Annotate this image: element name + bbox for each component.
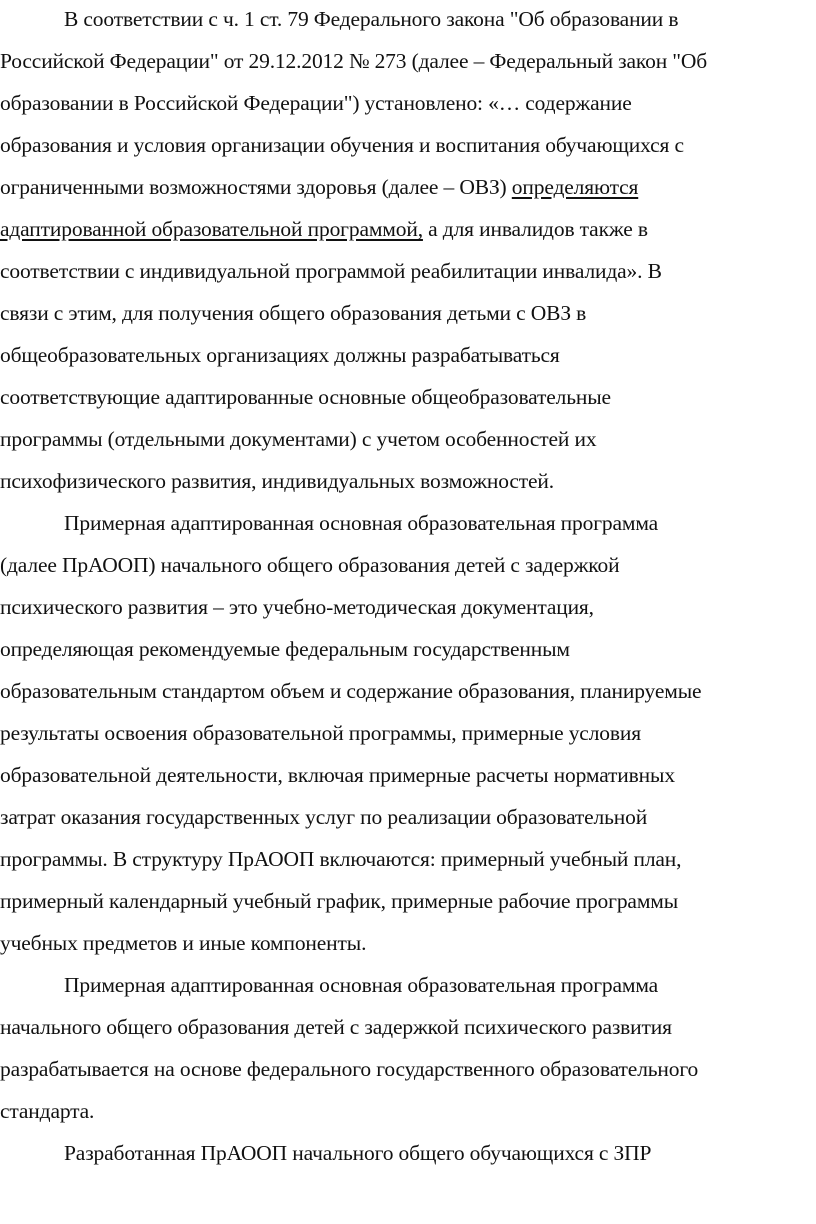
paragraph-3-line-3: разрабатывается на основе федерального государственного образовательного [0, 1057, 699, 1081]
paragraph-4-line-1: Разработанная ПрАООП начального общего обучающихся с ЗПР [64, 1141, 652, 1165]
paragraph-1-line-6-rest: а для инвалидов также в [422, 217, 648, 241]
paragraph-2-line-3: психического развития – это учебно-методическая документация, [0, 595, 594, 619]
paragraph-1-line-4: образования и условия организации обучения и воспитания обучающихся с [0, 133, 684, 157]
paragraph-3-line-2: начального общего образования детей с задержкой психического развития [0, 1015, 672, 1039]
underlined-term-program: адаптированной образовательной программой, [0, 217, 423, 241]
paragraph-2-line-2: (далее ПрАООП) начального общего образования детей с задержкой [0, 553, 620, 577]
paragraph-1-line-6 [0, 215, 648, 243]
paragraph-1-line-7: соответствии с индивидуальной программой реабилитации инвалида». В [0, 259, 662, 283]
paragraph-1-line-2: Российской Федерации" от 29.12.2012 № 273 (далее – Федеральный закон "Об [0, 49, 708, 73]
paragraph-1-line-9: общеобразовательных организациях должны разрабатываться [0, 343, 560, 367]
paragraph-2-line-6: результаты освоения образовательной программы, примерные условия [0, 721, 641, 745]
paragraph-1-line-11: программы (отдельными документами) с учетом особенностей их [0, 427, 597, 451]
paragraph-2-line-5: образовательным стандартом объем и содержание образования, планируемые [0, 679, 702, 703]
paragraph-1-line-5 [0, 173, 638, 201]
paragraph-2-line-10: примерный календарный учебный график, примерные рабочие программы [0, 889, 679, 913]
paragraph-1-line-12: психофизического развития, индивидуальных возможностей. [0, 469, 554, 493]
paragraph-2-line-1: Примерная адаптированная основная образовательная программа [64, 511, 659, 535]
paragraph-3-line-4: стандарта. [0, 1099, 95, 1123]
paragraph-2-line-8: затрат оказания государственных услуг по реализации образовательной [0, 805, 648, 829]
paragraph-1-line-10: соответствующие адаптированные основные общеобразовательные [0, 385, 611, 409]
paragraph-1-line-1: В соответствии с ч. 1 ст. 79 Федерального закона "Об образовании в [64, 7, 679, 31]
underlined-term-opredelyayutsya: определяются [511, 175, 639, 199]
paragraph-1-line-8: связи с этим, для получения общего образования детьми с ОВЗ в [0, 301, 587, 325]
paragraph-2-line-4: определяющая рекомендуемые федеральным государственным [0, 637, 570, 661]
paragraph-1-line-5-text: ограниченными возможностями здоровья (далее – ОВЗ) [0, 175, 512, 199]
paragraph-3-line-1: Примерная адаптированная основная образовательная программа [64, 973, 659, 997]
paragraph-2-line-7: образовательной деятельности, включая примерные расчеты нормативных [0, 763, 675, 787]
paragraph-2-line-11: учебных предметов и иные компоненты. [0, 931, 367, 955]
paragraph-1-line-3: образовании в Российской Федерации") установлено: «… содержание [0, 91, 632, 115]
paragraph-2-line-9: программы. В структуру ПрАООП включаются: примерный учебный план, [0, 847, 682, 871]
